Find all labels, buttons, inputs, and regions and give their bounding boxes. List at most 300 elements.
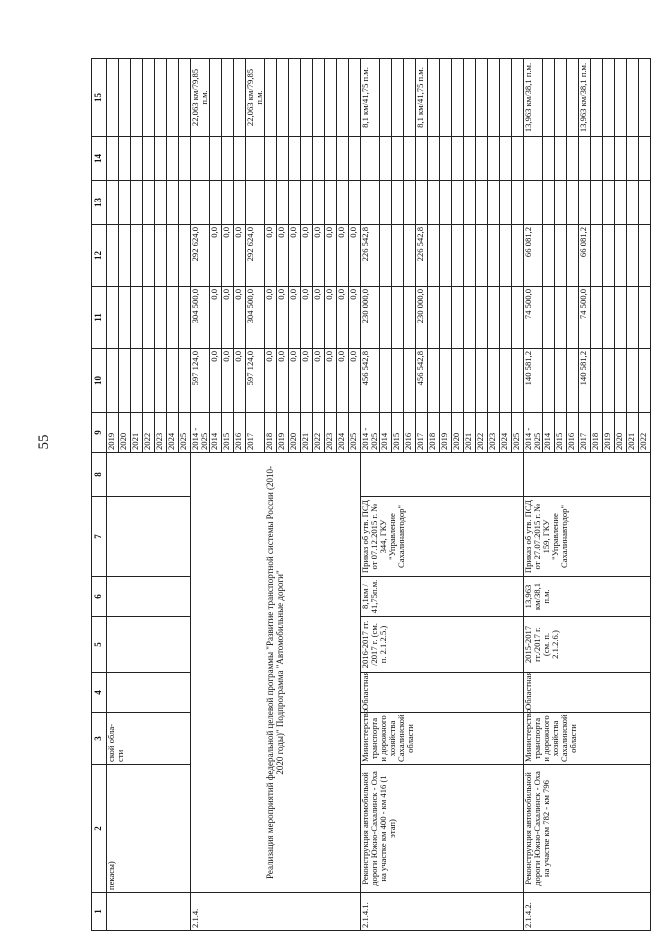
table-cell: 0,0 — [210, 349, 222, 413]
table-cell — [555, 225, 567, 287]
table-cell — [107, 137, 119, 181]
table-cell — [512, 287, 524, 349]
item-status: Областная — [524, 673, 651, 713]
table-cell: 22,063 км/79,85 п.м. — [191, 59, 210, 137]
year-cell: 2019 — [603, 413, 615, 453]
table-cell — [167, 137, 179, 181]
table-cell — [591, 349, 603, 413]
table-cell — [131, 287, 143, 349]
table-cell — [155, 225, 167, 287]
table-cell — [167, 287, 179, 349]
table-cell — [627, 287, 639, 349]
year-cell: 2025 — [512, 413, 524, 453]
table-cell — [567, 349, 579, 413]
table-cell — [440, 137, 452, 181]
table-cell — [428, 181, 440, 225]
year-cell: 2024 — [337, 413, 349, 453]
table-cell — [488, 181, 500, 225]
table-cell — [464, 137, 476, 181]
table-cell — [167, 181, 179, 225]
table-cell: 140 581,2 — [524, 349, 543, 413]
table-cell — [380, 225, 392, 287]
table-cell — [392, 137, 404, 181]
table-cell — [107, 617, 191, 673]
table-cell: 0,0 — [349, 225, 361, 287]
table-cell — [361, 181, 380, 225]
page-number: 55 — [36, 434, 52, 450]
table-cell: 0,0 — [325, 287, 337, 349]
table-cell — [476, 59, 488, 137]
year-cell: 2014 - 2025 — [524, 413, 543, 453]
table-cell — [131, 181, 143, 225]
table-cell — [179, 181, 191, 225]
rotated-table-sheet — [91, 27, 649, 939]
table-cell — [404, 287, 416, 349]
table-cell — [476, 137, 488, 181]
table-cell — [452, 225, 464, 287]
table-cell: 0,0 — [349, 349, 361, 413]
table-cell — [639, 349, 651, 413]
table-cell: 292 624,0 — [246, 225, 265, 287]
table-cell — [603, 59, 615, 137]
table-cell — [234, 181, 246, 225]
table-cell — [567, 287, 579, 349]
table-cell — [512, 181, 524, 225]
table-cell: 0,0 — [313, 287, 325, 349]
table-cell — [428, 225, 440, 287]
table-cell — [603, 181, 615, 225]
table-cell — [452, 181, 464, 225]
table-cell — [591, 225, 603, 287]
table-cell: 0,0 — [234, 225, 246, 287]
table-cell — [567, 137, 579, 181]
table-cell — [179, 225, 191, 287]
table-cell — [488, 137, 500, 181]
table-cell — [567, 181, 579, 225]
item-basis: Приказ об утв. ПСД от 07.12.2015 г. № 344, ГКУ "Управление Сахалинавтодор" — [361, 497, 524, 577]
table-cell — [337, 137, 349, 181]
table-cell: 0,0 — [265, 349, 277, 413]
table-cell — [404, 181, 416, 225]
item-executor: Министерство транспорта и дорожного хозяйства Сахалинской области — [524, 713, 651, 765]
header-row — [92, 59, 107, 931]
table-cell — [143, 287, 155, 349]
table-cell — [155, 137, 167, 181]
table-cell — [428, 287, 440, 349]
table-cell — [107, 349, 119, 413]
table-cell — [191, 137, 210, 181]
table-cell — [428, 349, 440, 413]
table-cell — [392, 59, 404, 137]
year-cell: 2018 — [265, 413, 277, 453]
table-cell — [167, 225, 179, 287]
table-cell — [404, 225, 416, 287]
table-cell — [440, 225, 452, 287]
table-cell — [579, 137, 591, 181]
table-cell: 0,0 — [222, 225, 234, 287]
column-header: 5 — [92, 617, 107, 673]
table-cell — [380, 137, 392, 181]
year-cell: 2022 — [143, 413, 155, 453]
table-cell — [313, 137, 325, 181]
table-cell: 0,0 — [210, 287, 222, 349]
table-row — [107, 59, 119, 931]
table-cell — [265, 137, 277, 181]
table-cell — [107, 577, 191, 617]
table-cell — [155, 287, 167, 349]
table-cell — [349, 59, 361, 137]
table-cell: 22,063 км/79,85 п.м. — [246, 59, 265, 137]
year-cell: 2022 — [313, 413, 325, 453]
table-cell — [392, 225, 404, 287]
table-cell — [543, 287, 555, 349]
year-cell: 2019 — [107, 413, 119, 453]
column-header: 3 — [92, 713, 107, 765]
table-cell — [222, 137, 234, 181]
table-cell — [476, 225, 488, 287]
table-cell — [500, 59, 512, 137]
table-cell — [452, 349, 464, 413]
table-cell — [337, 59, 349, 137]
year-cell: 2022 — [639, 413, 651, 453]
table-cell — [615, 225, 627, 287]
table-cell — [265, 181, 277, 225]
year-cell: 2020 — [452, 413, 464, 453]
table-cell — [143, 59, 155, 137]
table-cell — [639, 59, 651, 137]
table-cell: 0,0 — [349, 287, 361, 349]
table-cell — [380, 287, 392, 349]
year-cell: 2017 — [246, 413, 265, 453]
year-cell: 2016 — [234, 413, 246, 453]
table-cell: 0,0 — [301, 225, 313, 287]
table-cell — [155, 181, 167, 225]
table-cell — [452, 59, 464, 137]
item-capacity: 13,963 км/38,1 п.м. — [524, 577, 651, 617]
year-cell: 2017 — [416, 413, 428, 453]
table-cell — [615, 137, 627, 181]
table-cell: 0,0 — [325, 225, 337, 287]
table-cell: 0,0 — [234, 349, 246, 413]
column-header: 10 — [92, 349, 107, 413]
table-cell — [627, 181, 639, 225]
table-cell — [349, 137, 361, 181]
table-cell — [567, 225, 579, 287]
year-cell: 2014 - 2025 — [191, 413, 210, 453]
table-cell — [464, 59, 476, 137]
table-cell — [543, 137, 555, 181]
table-cell — [210, 59, 222, 137]
table-cell — [222, 59, 234, 137]
table-cell — [555, 181, 567, 225]
year-cell: 2021 — [131, 413, 143, 453]
table-cell — [107, 181, 119, 225]
table-cell: 0,0 — [210, 225, 222, 287]
table-cell — [392, 181, 404, 225]
table-cell — [246, 137, 265, 181]
table-cell — [361, 453, 524, 497]
column-header: 8 — [92, 453, 107, 497]
table-cell: 0,0 — [289, 225, 301, 287]
table-cell — [301, 181, 313, 225]
item-basis: Приказ об утв. ПСД от 27.07.2015 г. № 159, ГКУ "Управление Сахалинавтодор" — [524, 497, 651, 577]
year-cell: 2022 — [476, 413, 488, 453]
table-cell — [380, 59, 392, 137]
table-cell — [543, 181, 555, 225]
table-cell — [476, 181, 488, 225]
table-cell — [234, 137, 246, 181]
table-cell — [639, 287, 651, 349]
year-cell: 2023 — [325, 413, 337, 453]
year-cell: 2021 — [301, 413, 313, 453]
item-status: Областная — [361, 673, 524, 713]
table-cell — [464, 287, 476, 349]
table-cell — [524, 137, 543, 181]
table-cell — [464, 225, 476, 287]
column-header: 12 — [92, 225, 107, 287]
table-cell: 230 000,0 — [416, 287, 428, 349]
year-cell: 2023 — [488, 413, 500, 453]
table-cell — [428, 137, 440, 181]
table-cell — [179, 137, 191, 181]
table-cell — [615, 287, 627, 349]
table-cell — [543, 349, 555, 413]
table-cell — [222, 181, 234, 225]
table-cell — [210, 181, 222, 225]
item-code: 2.1.4.1. — [361, 893, 524, 931]
table-cell — [500, 225, 512, 287]
table-cell — [555, 287, 567, 349]
year-cell: 2017 — [579, 413, 591, 453]
table-cell — [392, 349, 404, 413]
table-cell — [615, 181, 627, 225]
table-cell: 0,0 — [301, 349, 313, 413]
table-cell — [464, 181, 476, 225]
table-cell — [512, 349, 524, 413]
table-cell — [440, 181, 452, 225]
table-cell — [289, 59, 301, 137]
table-cell — [155, 59, 167, 137]
year-cell: 2025 — [349, 413, 361, 453]
table-cell — [512, 137, 524, 181]
table-cell — [107, 893, 191, 931]
year-cell: 2025 — [179, 413, 191, 453]
year-cell: 2021 — [627, 413, 639, 453]
year-cell: 2020 — [119, 413, 131, 453]
table-cell — [500, 137, 512, 181]
table-cell — [579, 181, 591, 225]
table-cell: 0,0 — [265, 225, 277, 287]
table-cell — [524, 453, 651, 497]
table-cell — [615, 349, 627, 413]
year-cell: 2020 — [615, 413, 627, 453]
table-cell — [440, 59, 452, 137]
table-cell — [639, 181, 651, 225]
item-row — [524, 59, 543, 931]
table-cell — [155, 349, 167, 413]
table-cell — [488, 59, 500, 137]
table-cell — [488, 225, 500, 287]
table-cell — [337, 181, 349, 225]
table-cell — [404, 349, 416, 413]
table-cell — [452, 287, 464, 349]
table-cell: 0,0 — [289, 349, 301, 413]
year-cell: 2014 — [543, 413, 555, 453]
table-cell — [567, 59, 579, 137]
table-cell — [131, 137, 143, 181]
table-cell — [627, 225, 639, 287]
table-cell — [416, 181, 428, 225]
table-cell — [277, 181, 289, 225]
table-cell — [488, 349, 500, 413]
table-cell — [440, 287, 452, 349]
table-cell: 0,0 — [234, 287, 246, 349]
item-executor: Министерство транспорта и дорожного хозяйства Сахалинской области — [361, 713, 524, 765]
table-cell — [555, 137, 567, 181]
table-cell — [191, 181, 210, 225]
table-cell — [591, 287, 603, 349]
table-cell — [603, 349, 615, 413]
year-cell: 2018 — [591, 413, 603, 453]
table-cell — [591, 59, 603, 137]
year-cell: 2016 — [404, 413, 416, 453]
table-cell: 0,0 — [265, 287, 277, 349]
table-cell: 0,0 — [337, 225, 349, 287]
column-header: 2 — [92, 765, 107, 893]
table-cell — [301, 59, 313, 137]
table-cell: 8,1 км/41,75 п.м. — [361, 59, 380, 137]
table-cell — [440, 349, 452, 413]
column-header: 11 — [92, 287, 107, 349]
table-cell: 0,0 — [277, 349, 289, 413]
table-cell: 304 500,0 — [246, 287, 265, 349]
table-cell: 0,0 — [277, 225, 289, 287]
table-cell: 74 500,0 — [524, 287, 543, 349]
table-cell — [301, 137, 313, 181]
table-cell — [167, 349, 179, 413]
table-cell — [119, 287, 131, 349]
table-cell — [524, 181, 543, 225]
year-cell: 2015 — [392, 413, 404, 453]
table-cell: 0,0 — [325, 349, 337, 413]
table-body — [92, 59, 651, 931]
table-cell: 0,0 — [313, 225, 325, 287]
table-cell — [603, 287, 615, 349]
table-cell: 226 542,8 — [361, 225, 380, 287]
table-cell: 140 581,2 — [579, 349, 591, 413]
table-cell — [476, 349, 488, 413]
table-cell — [639, 137, 651, 181]
item-period: 2015-2017 гг./2017 г. (см. п. 2.1.2.6.) — [524, 617, 651, 673]
table-cell — [265, 59, 277, 137]
year-cell: 2021 — [464, 413, 476, 453]
table-cell — [325, 137, 337, 181]
table-cell — [313, 59, 325, 137]
table-cell — [289, 181, 301, 225]
table-cell — [639, 225, 651, 287]
table-cell — [361, 137, 380, 181]
table-cell — [119, 59, 131, 137]
table-cell: 456 542,8 — [361, 349, 380, 413]
table-cell — [179, 287, 191, 349]
table-cell — [119, 349, 131, 413]
year-cell: 2023 — [155, 413, 167, 453]
table-cell — [289, 137, 301, 181]
table-cell: 13,963 км/38,1 п.м. — [524, 59, 543, 137]
table-cell — [512, 225, 524, 287]
table-cell — [119, 225, 131, 287]
year-cell: 2015 — [222, 413, 234, 453]
item-name: Реконструкция автомобильной дороги Южно-Сахалинск - Оха на участке км 400 - км 416 (1 этап) — [361, 765, 524, 893]
table-cell — [143, 181, 155, 225]
table-cell — [107, 673, 191, 713]
column-header: 15 — [92, 59, 107, 137]
table-cell — [500, 287, 512, 349]
table-cell: 0,0 — [313, 349, 325, 413]
table-cell: 0,0 — [337, 287, 349, 349]
table-cell — [277, 137, 289, 181]
year-cell: 2016 — [567, 413, 579, 453]
table-cell — [167, 59, 179, 137]
column-header: 9 — [92, 413, 107, 453]
table-cell: 304 500,0 — [191, 287, 210, 349]
year-cell: 2019 — [277, 413, 289, 453]
table-cell — [500, 181, 512, 225]
table-cell — [416, 137, 428, 181]
item-code: 2.1.4.2. — [524, 893, 651, 931]
table-cell — [464, 349, 476, 413]
table-cell — [131, 225, 143, 287]
year-cell: 2024 — [167, 413, 179, 453]
table-cell — [500, 349, 512, 413]
item-row — [361, 59, 380, 931]
table-cell — [555, 59, 567, 137]
table-cell: 66 081,2 — [579, 225, 591, 287]
table-cell: 0,0 — [301, 287, 313, 349]
table-cell — [380, 181, 392, 225]
table-cell — [512, 59, 524, 137]
table-cell: пекасы) — [107, 765, 191, 893]
table-cell — [349, 181, 361, 225]
table-cell — [325, 59, 337, 137]
table-cell: 226 542,8 — [416, 225, 428, 287]
section-code: 2.1.4. — [191, 893, 361, 931]
year-cell: 2014 — [210, 413, 222, 453]
table-cell: 0,0 — [277, 287, 289, 349]
budget-table — [91, 58, 651, 931]
table-cell — [428, 59, 440, 137]
table-cell — [143, 225, 155, 287]
table-cell — [234, 59, 246, 137]
table-cell — [210, 137, 222, 181]
table-cell — [107, 225, 119, 287]
table-cell — [404, 137, 416, 181]
column-header: 6 — [92, 577, 107, 617]
table-cell — [476, 287, 488, 349]
year-cell: 2014 — [380, 413, 392, 453]
table-cell — [107, 497, 191, 577]
table-cell — [179, 59, 191, 137]
table-cell — [325, 181, 337, 225]
table-cell — [143, 349, 155, 413]
item-capacity: 8,1км / 41,75п.м. — [361, 577, 524, 617]
table-cell — [131, 349, 143, 413]
table-cell — [627, 349, 639, 413]
table-cell: 292 624,0 — [191, 225, 210, 287]
table-cell: 0,0 — [222, 287, 234, 349]
table-cell: ской обла-сти — [107, 713, 191, 765]
column-header: 4 — [92, 673, 107, 713]
